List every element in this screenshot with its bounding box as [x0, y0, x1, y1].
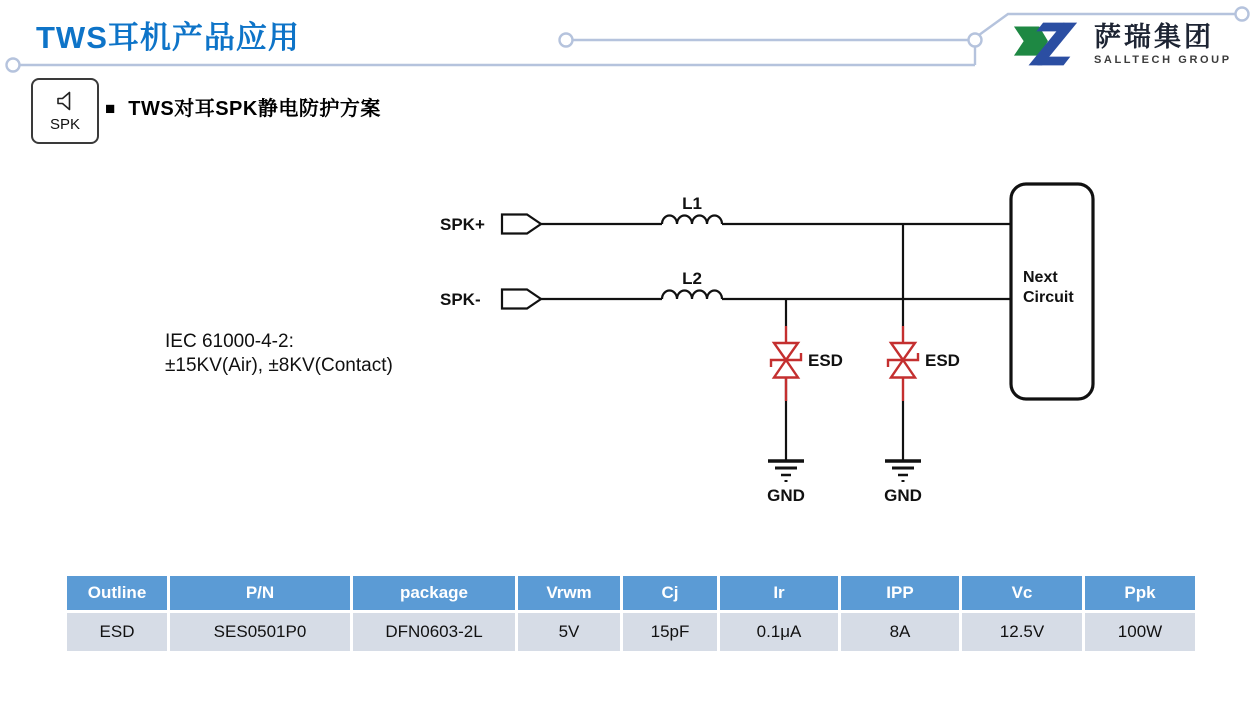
- header-cell-cj: Cj: [623, 576, 717, 610]
- esd-protection-circuit-diagram: [430, 170, 1110, 515]
- tvs2-triangle-bottom: [891, 360, 915, 378]
- tvs1-triangle-top: [774, 343, 798, 360]
- gnd2-label: GND: [884, 486, 922, 505]
- page-title: TWS耳机产品应用: [36, 20, 300, 55]
- header-cell-pn: P/N: [170, 576, 350, 610]
- section-heading-row: [105, 96, 381, 122]
- tvs-diode-esd2: [888, 326, 918, 401]
- cell-cj: 15pF: [623, 613, 717, 651]
- gnd1-label: GND: [767, 486, 805, 505]
- salltech-logo-icon: [1012, 20, 1082, 68]
- next-circuit-label-line2: Circuit: [1023, 289, 1074, 306]
- iec-standard-line2: ±15KV(Air), ±8KV(Contact): [165, 355, 393, 376]
- decor-node-circle-left: [7, 59, 20, 72]
- header-cell-package: package: [353, 576, 515, 610]
- spk-chip-label: SPK: [49, 116, 80, 133]
- inductor-l1-label: L1: [682, 194, 702, 213]
- esd1-label: ESD: [808, 351, 843, 370]
- logo-text-block: [1094, 20, 1232, 66]
- tvs2-triangle-top: [891, 343, 915, 360]
- spk-chip-card: [31, 78, 99, 144]
- spec-table: [64, 573, 1198, 654]
- cell-ir: 0.1μA: [720, 613, 838, 651]
- cell-ppk: 100W: [1085, 613, 1195, 651]
- logo-name-cn: 萨瑞集团: [1094, 22, 1214, 52]
- inductor-l1-coil: [662, 216, 722, 225]
- iec-standard-line1: IEC 61000-4-2:: [165, 331, 294, 352]
- decor-node-circle-right: [1236, 8, 1249, 21]
- decor-node-circle-junction: [969, 34, 982, 47]
- net-label-spk-plus: SPK+: [440, 215, 485, 234]
- net-label-spk-minus: SPK-: [440, 290, 481, 309]
- logo-name-en: SALLTECH GROUP: [1094, 54, 1232, 66]
- cell-pn: SES0501P0: [170, 613, 350, 651]
- tvs1-triangle-bottom: [774, 360, 798, 378]
- header-cell-vc: Vc: [962, 576, 1082, 610]
- cell-vrwm: 5V: [518, 613, 620, 651]
- net-tag-spk-plus: [502, 215, 541, 234]
- next-circuit-label-line1: Next: [1023, 269, 1058, 286]
- tvs-diode-esd1: [771, 326, 801, 401]
- inductor-l2-coil: [662, 291, 722, 300]
- header-cell-ppk: Ppk: [1085, 576, 1195, 610]
- inductor-l2-label: L2: [682, 269, 702, 288]
- cell-package: DFN0603-2L: [353, 613, 515, 651]
- decor-node-circle-mid: [560, 34, 573, 47]
- header-cell-outline: Outline: [67, 576, 167, 610]
- ground-symbol-2: [885, 461, 921, 481]
- header-cell-ir: Ir: [720, 576, 838, 610]
- spec-table-header-row: [67, 576, 1195, 610]
- speaker-icon: [53, 89, 77, 113]
- square-bullet-icon: ■: [105, 99, 116, 118]
- net-tag-spk-minus: [502, 290, 541, 309]
- ground-symbol-1: [768, 461, 804, 481]
- header-cell-ipp: IPP: [841, 576, 959, 610]
- cell-outline: ESD: [67, 613, 167, 651]
- iec-standard-note: [165, 330, 393, 378]
- cell-ipp: 8A: [841, 613, 959, 651]
- company-logo: [1012, 20, 1242, 72]
- cell-vc: 12.5V: [962, 613, 1082, 651]
- spec-table-data-row: [67, 613, 1195, 651]
- esd2-label: ESD: [925, 351, 960, 370]
- header-cell-vrwm: Vrwm: [518, 576, 620, 610]
- section-heading: TWS对耳SPK静电防护方案: [128, 98, 381, 120]
